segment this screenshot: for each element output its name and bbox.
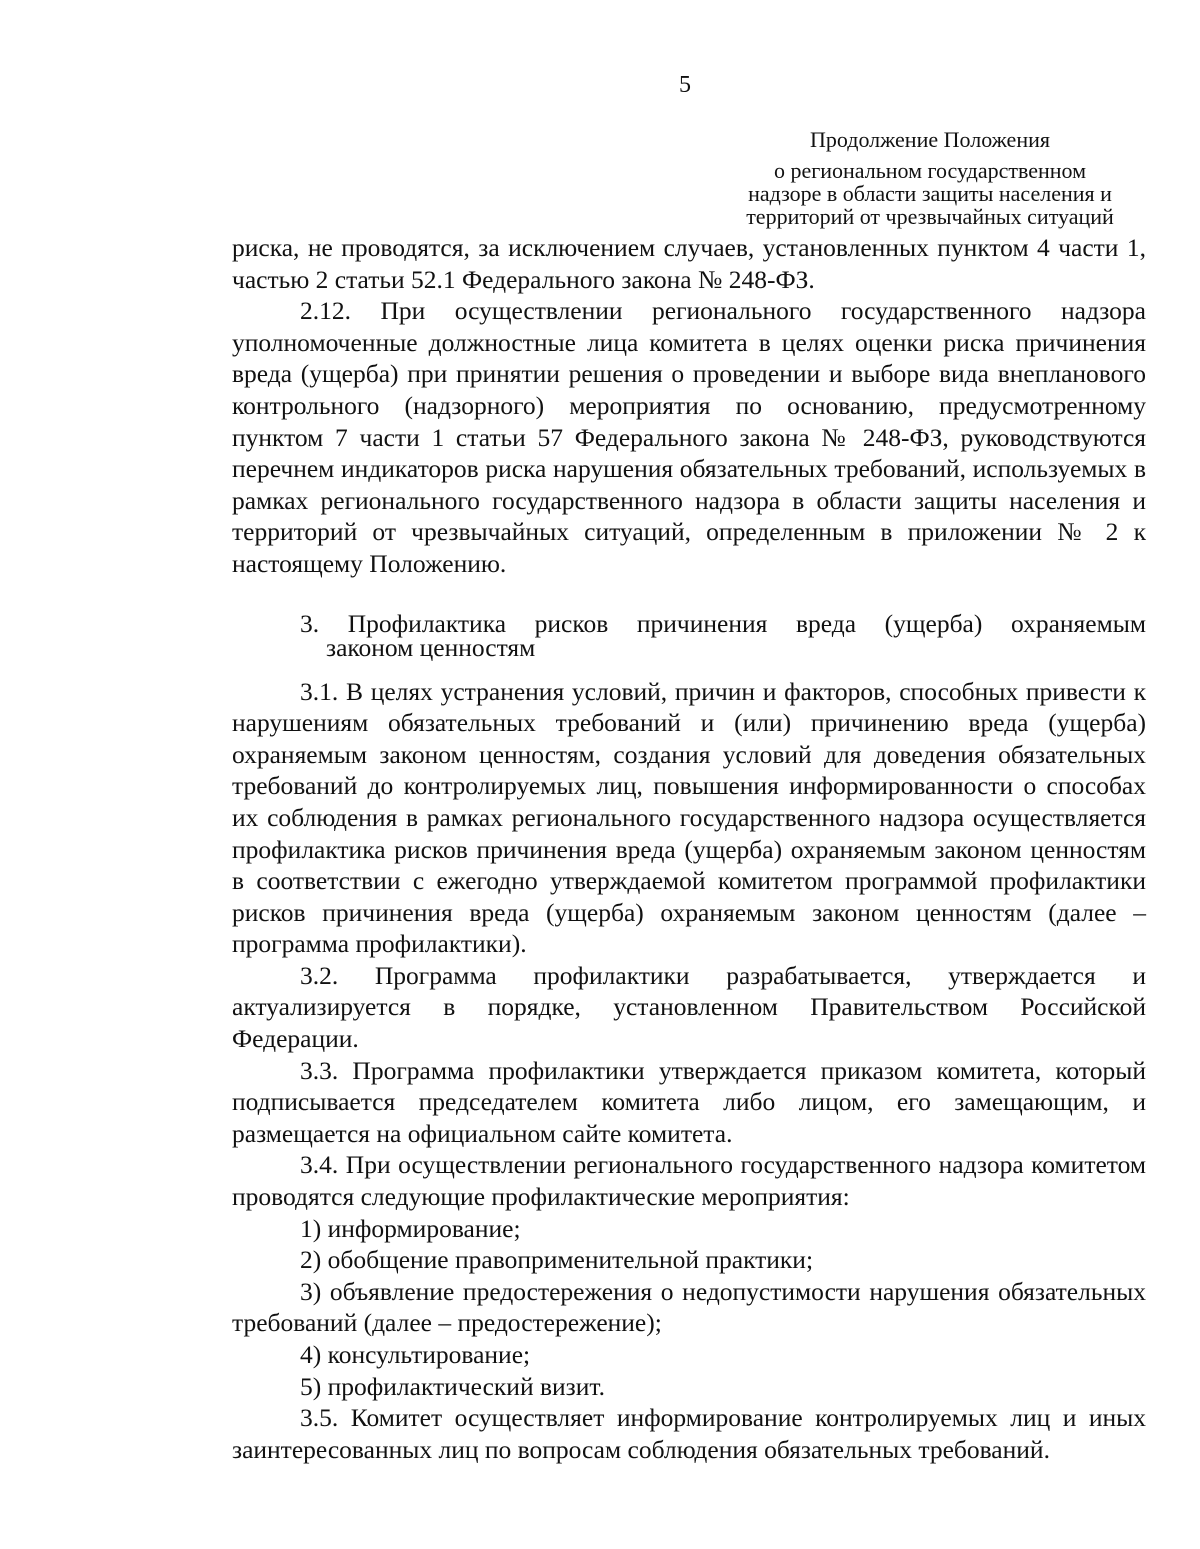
page-number: 5 bbox=[679, 72, 691, 98]
list-item-5: 5) профилактический визит. bbox=[300, 1371, 605, 1401]
document-header bbox=[700, 128, 1160, 228]
header-line: о региональном государственном bbox=[773, 158, 1087, 183]
paragraph-3-2: 3.2. Программа профилактики разрабатывается, утверждается и актуализируется в порядке, установленном Правительством Российской Федерации. bbox=[232, 960, 1146, 1054]
header-line: Продолжение Положения bbox=[810, 127, 1050, 152]
section-title-line: 3. Профилактика рисков причинения вреда (ущерба) охраняемым bbox=[300, 608, 1146, 638]
list-item-3: 3) объявление предостережения о недопустимости нарушения обязательных требований (далее – предостережение); bbox=[232, 1276, 1146, 1338]
header-line: надзоре в области защиты населения и bbox=[748, 181, 1112, 206]
paragraph-3-4: 3.4. При осуществлении регионального государственного надзора комитетом проводятся следующие профилактические мероприятия: bbox=[232, 1150, 1146, 1212]
list-item-4: 4) консультирование; bbox=[300, 1340, 531, 1369]
header-line: территорий от чрезвычайных ситуаций bbox=[746, 204, 1114, 229]
paragraph-3-5: 3.5. Комитет осуществляет информирование контролируемых лиц и иных заинтересованных лиц по вопросам соблюдения обязательных требований. bbox=[232, 1403, 1146, 1464]
list-item-1: 1) информирование; bbox=[300, 1213, 521, 1243]
paragraph-continuation: риска, не проводятся, за исключением случаев, установленных пунктом 4 части 1, частью 2 статьи 52.1 Федерального закона № 248-ФЗ. bbox=[232, 233, 1146, 294]
paragraph-3-1: 3.1. В целях устранения условий, причин и факторов, способных привести к нарушениям обязательных требований и (или) причинению вреда (ущерба) охраняемым законом ценностям, создания условий для доведения обязательных требований до контролируемых лиц, повышения информированности о способах их соблюдения в рамках регионального государственного надзора осуществляется профилактика рисков причинения вреда (ущерба) охраняемым законом ценностям в соответствии с ежегодно утверждаемой комитетом программой профилактики рисков причинения вреда (ущерба) охраняемым законом ценностям (далее – программа профилактики). bbox=[232, 676, 1146, 959]
list-item-2: 2) обобщение правоприменительной практики; bbox=[300, 1245, 814, 1275]
document-body bbox=[232, 232, 1146, 1465]
paragraph-3-3: 3.3. Программа профилактики утверждается приказом комитета, который подписывается председателем комитета либо лицом, его замещающим, и размещается на официальном сайте комитета. bbox=[232, 1055, 1146, 1148]
paragraph-2-12: 2.12. При осуществлении регионального государственного надзора уполномоченные должностные лица комитета в целях оценки риска причинения вреда (ущерба) при принятии решения о проведении и выборе вида внепланового контрольного (надзорного) мероприятия по основанию, предусмотренному пунктом 7 части 1 статьи 57 Федерального закона № 248-ФЗ, руководствуются перечнем индикаторов риска нарушения обязательных требований, используемых в рамках регионального государственного надзора в области защиты населения и территорий от чрезвычайных ситуаций, определенным в приложении № 2 к настоящему Положению. bbox=[232, 296, 1146, 578]
section-3-title bbox=[232, 608, 1146, 662]
section-title-line: законом ценностям bbox=[326, 632, 536, 662]
